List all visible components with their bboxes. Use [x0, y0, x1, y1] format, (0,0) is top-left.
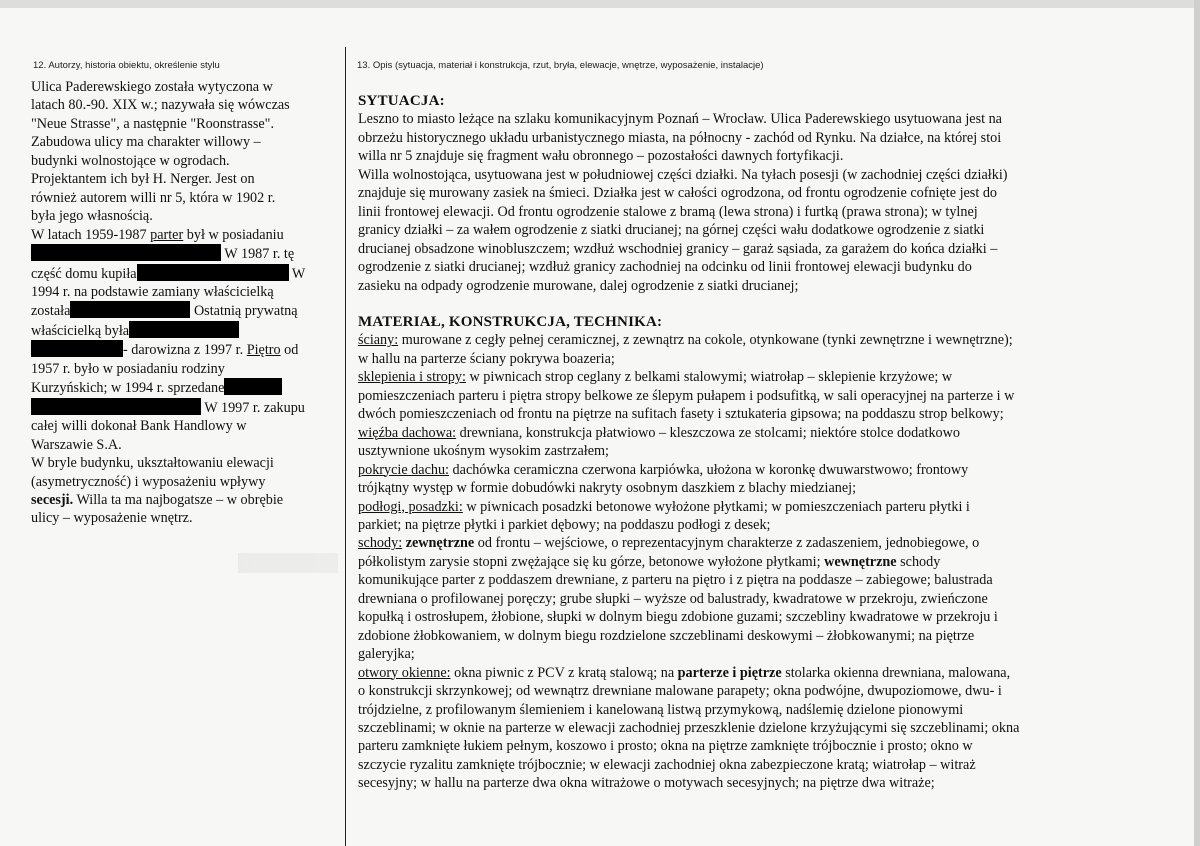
text-line: ściany: murowane z cegły pełnej ceramicznej, z zewnątrz na cokole, otynkowane (tynki zewnętrzne i wewnętrzne);: [358, 332, 1013, 349]
text-line: Ulica Paderewskiego została wytyczona w: [31, 79, 273, 95]
text-line: trójdzielne, z profilowanym ślemieniem i kanelowaną listwą przymykową, nadślemię dzielone pionowymi: [358, 701, 964, 718]
text-line: W latach 1959-1987 parter był w posiadaniu: [31, 226, 284, 243]
column-divider: [345, 47, 346, 846]
text-line: sklepienia i stropy: w piwnicach strop ceglany z belkami stalowymi; wiatrołap – sklepienie krzyżowe; w: [358, 369, 953, 386]
text-line: pokrycie dachu: dachówka ceramiczna czerwona karpiówka, ułożona w koronkę dwuwarstwowo; frontowy: [358, 461, 969, 478]
text-line: drewniana o profilowanej poręczy; grube słupki – wyższe od balustrady, kwadratowe w przekroju, zwieńczone: [358, 590, 988, 607]
text-line: 1957 r. było w posiadaniu rodziny: [31, 360, 225, 377]
text-line: całej willi dokonał Bank Handlowy w: [31, 418, 247, 435]
text-line: 1994 r. na podstawie zamiany właścicielką: [31, 283, 274, 300]
redaction-block: [224, 378, 282, 395]
text-line: właścicielką była: [31, 321, 331, 340]
redaction-block: [31, 398, 201, 415]
section-heading-sytuacja: SYTUACJA:: [358, 93, 445, 109]
redaction-block: [31, 244, 221, 261]
text-line: ogrodzenie z siatki drucianej; wzdłuż granicy zachodniej na odcinku od linii frontowej elewacji budynku do: [358, 259, 972, 276]
text-line: Warszawie S.A.: [31, 436, 122, 453]
text-line: pomieszczeniach parteru i piętra stropy belkowe ze ślepym pułapem i podsufitką, w sali operacyjnej na parterze i w: [358, 387, 1015, 404]
text-line: kopułką i ostrosłupem, żłobione, słupki w dolnym biegu zdobione guzami; szczebliny kwadratowe w przekroju i: [358, 609, 998, 626]
text-line: otwory okienne: okna piwnic z PCV z kratą stalową; na parterze i piętrze stolarka okienna drewniana, malowana,: [358, 664, 1011, 681]
text-line: zasieku na odpady ogrodzenie murowane, dalej ogrodzenie z siatki drucianej;: [358, 277, 799, 294]
text-line: Projektantem ich był H. Nerger. Jest on: [31, 171, 255, 188]
text-line: Zabudowa ulicy ma charakter willowy –: [31, 134, 261, 151]
text-line: o konstrukcji skrzynkowej; od wewnątrz drewniane malowane parapety; okna podwójne, dwupoziomowe, dwu- i: [358, 683, 1002, 700]
text-line: znajduje się murowany zasiek na śmieci. Działka jest w całości ogrodzona, od frontu ogrodzenie cofnięte jest do: [358, 185, 998, 202]
redaction-block: [31, 340, 123, 357]
text-line: W bryle budynku, ukształtowaniu elewacji: [31, 455, 274, 472]
text-line: latach 80.-90. XIX w.; nazywała się wówczas: [31, 97, 290, 114]
redaction-block: [137, 264, 289, 281]
text-line: schody: zewnętrzne od frontu – wejściowe, o reprezentacyjnym charakterze z zadaszeniem, jednobiegowe, o: [358, 535, 980, 552]
text-line: półkolistym zarysie stopni zwężające się ku górze, betonowe wyłożone płytkami; wewnętrzne schody: [358, 553, 941, 570]
text-line: ulicy – wyposażenie wnętrz.: [31, 510, 193, 527]
text-line: Willa wolnostojąca, usytuowana jest w południowej części działki. Na tyłach posesji (w zachodniej części działki): [358, 166, 1008, 183]
text-line: trójkątny występ w formie dobudówki nakryty osobnym daszkiem z blachy miedzianej;: [358, 480, 857, 497]
text-line: szczycie ryzalitu zamknięte trójbocznie; w elewacji zachodniej okna zabezpieczone kratą; wiatrołap – witraż: [358, 756, 976, 773]
text-line: część domu kupiła W: [31, 265, 306, 282]
text-line: w hallu na parterze ściany pokrywa boazeria;: [358, 350, 615, 367]
text-line: (asymetryczność) i wyposażeniu wpływy: [31, 473, 266, 490]
text-line: secesji. Willa ta ma najbogatsze – w obrębie: [31, 491, 284, 508]
text-line: parkiet; na piętrze płytki i parkiet dębowy; na poddaszu podłogi z desek;: [358, 516, 771, 533]
text-line: willa nr 5 znajduje się fragment wału obronnego – pozostałości dawnych fortyfikacji.: [358, 148, 844, 165]
section-heading-material: MATERIAŁ, KONSTRUKCJA, TECHNIKA:: [358, 313, 663, 330]
history-column: [31, 78, 331, 528]
redaction-block: [70, 301, 190, 318]
text-line: - darowizna z 1997 r. Piętro od: [31, 340, 331, 359]
text-line: Kurzyńskich; w 1994 r. sprzedane: [31, 378, 331, 397]
text-line: W 1987 r. tę: [31, 244, 331, 263]
text-line: linii frontowej elewacji. Od frontu ogrodzenie stalowe z bramą (lewa strona) i furtką (prawa strona); w tylnej: [358, 203, 978, 220]
text-line: komunikujące parter z poddaszem drewniane, z parteru na piętro i z piętra na poddasze – zabiegowe; balustrada: [358, 572, 993, 589]
text-line: została Ostatnią prywatną: [31, 303, 298, 320]
description-column: [358, 92, 1148, 793]
text-line: usztywnione ukośnym wysokim zastrzałem;: [358, 443, 609, 460]
section-13-header: 13. Opis (sytuacja, materiał i konstrukcja, rzut, bryła, elewacje, wnętrze, wyposażenie, instalacje): [357, 60, 764, 71]
text-line: obrzeżu historycznego układu urbanistycznego miasta, na północny - zachód od Rynku. Na działce, na której stoi: [358, 129, 1002, 146]
scan-top-edge: [0, 0, 1200, 8]
text-line: galeryjka;: [358, 646, 415, 663]
text-line: secesyjny; w hallu na parterze dwa okna witrażowe o motywach secesyjnych; na piętrze dwa witraże;: [358, 775, 935, 792]
redaction-block: [129, 321, 239, 338]
text-line: również autorem willi nr 5, która w 1902 r.: [31, 189, 276, 206]
text-line: dwóch pomieszczeniach od frontu na piętrze na sufitach fasety i sztukateria gipsowa; na poddaszu strop belkowy;: [358, 406, 1004, 423]
text-line: budynki wolnostojące w ogrodach.: [31, 152, 230, 169]
text-line: drucianej obsadzone winobluszczem; wzdłuż wschodniej granicy – garaż sąsiada, za garażem do końca działki –: [358, 240, 998, 257]
text-line: "Neue Strasse", a następnie "Roonstrasse".: [31, 115, 275, 132]
text-line: parteru zamknięte łukiem pełnym, koszowo i prosto; okna na piętrze zamknięte trójbocznie i prosto; okno w: [358, 738, 973, 755]
text-line: Leszno to miasto leżące na szlaku komunikacyjnym Poznań – Wrocław. Ulica Paderewskiego usytuowana jest na: [358, 111, 1002, 128]
text-line: podłogi, posadzki: w piwnicach posadzki betonowe wyłożone płytkami; w pomieszczeniach parteru płytki i: [358, 498, 970, 515]
scan-bleed-mark: [238, 553, 338, 573]
text-line: więźba dachowa: drewniana, konstrukcja płatwiowo – kleszczowa ze stolcami; niektóre stolce dodatkowo: [358, 424, 960, 441]
text-line: była jego własnością.: [31, 208, 153, 225]
section-12-header: 12. Autorzy, historia obiektu, określenie stylu: [33, 60, 220, 71]
scan-right-edge: [1194, 0, 1200, 846]
text-line: granicy działki – za wałem ogrodzenie z siatki drucianej; na górnej części wału dodatkowe ogrodzenie z siatki: [358, 222, 985, 239]
text-line: szczeblinami; w oknie na parterze w elewacji zachodniej przeszklenie dzielone krzyżującymi się szczeblinami; okna: [358, 719, 1020, 736]
text-line: zdobione żłobkowaniem, w dolnym biegu rozdzielone szczeblinami deskowymi – żłobkowanymi; na piętrze: [358, 627, 975, 644]
text-line: W 1997 r. zakupu: [31, 398, 331, 417]
